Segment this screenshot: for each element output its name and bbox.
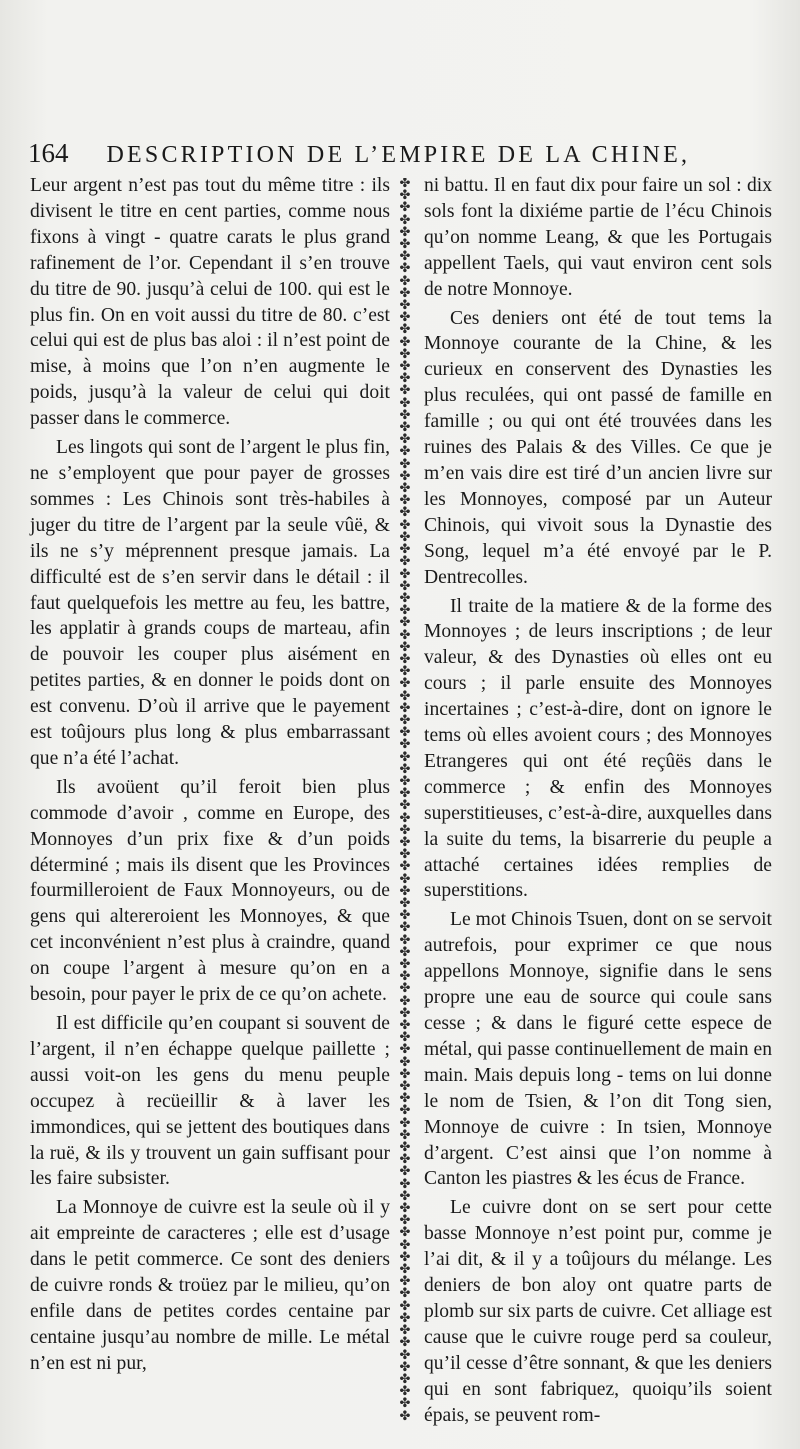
fleuron-icon: ✤ <box>399 1408 411 1423</box>
fleuron-icon: ✤ <box>399 359 411 375</box>
fleuron-icon: ✤ <box>399 1286 411 1302</box>
fleuron-icon: ✤ <box>399 505 411 521</box>
fleuron-icon: ✤ <box>399 651 411 667</box>
fleuron-icon: ✤ <box>399 554 411 570</box>
fleuron-icon: ✤ <box>399 627 411 643</box>
fleuron-icon: ✤ <box>399 200 411 216</box>
fleuron-icon: ✤ <box>399 1054 411 1070</box>
fleuron-icon: ✤ <box>399 664 411 680</box>
fleuron-icon: ✤ <box>399 481 411 497</box>
fleuron-icon: ✤ <box>399 908 411 924</box>
fleuron-icon: ✤ <box>399 1152 411 1168</box>
fleuron-icon: ✤ <box>399 871 411 887</box>
fleuron-icon: ✤ <box>399 383 411 399</box>
fleuron-icon: ✤ <box>399 468 411 484</box>
fleuron-icon: ✤ <box>399 249 411 265</box>
paragraph: Le mot Chinois Tsuen, dont on se servoit autrefois, pour exprimer ce que nous appellons Monnoye, signifie dans le sens propre une eau de source qui coule sans cesse ; & dans le figuré cette espece de métal, qui passe continuellement de main en main. Mais depuis long - tems on lui donne le nom de Tsien, & l’on dit Tong sien, Monnoye de cuivre : In tsien, Monnoye d’argent. C’est ainsi que l’on nomme à Canton les piastres & les écus de France. <box>424 909 772 1190</box>
fleuron-icon: ✤ <box>399 749 411 765</box>
running-title: DESCRIPTION DE L’EMPIRE DE LA CHINE, <box>106 142 691 168</box>
fleuron-icon: ✤ <box>399 725 411 741</box>
fleuron-icon: ✤ <box>399 1335 411 1351</box>
paragraph: La Monnoye de cuivre est la seule où il y ait empreinte de caracteres ; elle est d’usage dans le petit commerce. Ce sont des deniers de cuivre ronds & troüez par le milieu, qu’on enfile dans de petites cordes centaine par centaine jusqu’au nombre de mille. Le métal n’en est ni pur, <box>30 1197 390 1374</box>
fleuron-icon: ✤ <box>399 1274 411 1290</box>
fleuron-icon: ✤ <box>399 981 411 997</box>
fleuron-icon: ✤ <box>399 407 411 423</box>
fleuron-icon: ✤ <box>399 712 411 728</box>
fleuron-icon: ✤ <box>399 847 411 863</box>
fleuron-icon: ✤ <box>399 1018 411 1034</box>
fleuron-icon: ✤ <box>399 761 411 777</box>
fleuron-icon: ✤ <box>399 334 411 350</box>
fleuron-icon: ✤ <box>399 700 411 716</box>
fleuron-icon: ✤ <box>399 310 411 326</box>
fleuron-icon: ✤ <box>399 1005 411 1021</box>
fleuron-icon: ✤ <box>399 786 411 802</box>
paragraph: Ils avoüent qu’il feroit bien plus commode d’avoir , comme en Europe, des Monnoyes d’un prix fixe & d’un poids déterminé ; mais ils disent que les Provinces fourmilleroient de Faux Monnoyeurs, ou de gens qui altereroient les Monnoyes, & que cet inconvénient n’est plus à craindre, quand on coupe l’argent à mesure qu’on en a besoin, pour payer le prix de ce qu’on achete. <box>30 776 390 1006</box>
fleuron-icon: ✤ <box>399 188 411 204</box>
fleuron-icon: ✤ <box>399 590 411 606</box>
fleuron-icon: ✤ <box>399 542 411 558</box>
fleuron-icon: ✤ <box>399 178 411 191</box>
fleuron-icon: ✤ <box>399 737 411 753</box>
fleuron-icon: ✤ <box>399 1310 411 1326</box>
fleuron-icon: ✤ <box>399 1213 411 1229</box>
fleuron-icon: ✤ <box>399 371 411 387</box>
fleuron-icon: ✤ <box>399 493 411 509</box>
fleuron-icon: ✤ <box>399 212 411 228</box>
fleuron-icon: ✤ <box>399 1359 411 1375</box>
fleuron-icon: ✤ <box>399 1042 411 1058</box>
fleuron-icon: ✤ <box>399 346 411 362</box>
fleuron-icon: ✤ <box>399 1066 411 1082</box>
fleuron-icon: ✤ <box>399 957 411 972</box>
right-column <box>424 173 772 1432</box>
fleuron-icon: ✤ <box>399 773 411 789</box>
fleuron-icon: ✤ <box>399 432 411 448</box>
page-number: 164 <box>28 138 69 168</box>
fleuron-column-divider-icon <box>391 178 419 1423</box>
fleuron-icon: ✤ <box>399 822 411 838</box>
fleuron-icon: ✤ <box>399 969 411 985</box>
fleuron-icon: ✤ <box>399 1262 411 1278</box>
fleuron-icon: ✤ <box>399 273 411 289</box>
paragraph: Ces deniers ont été de tout tems la Monnoye courante de la Chine, & les curieux en conservent des Dynasties les plus reculées, qui ont passé de famille en famille ; ou qui ont été trouvées dans les ruines des Palais & des Villes. Ce que je m’en vais dire est tiré d’un ancien livre sur les Monnoyes, composé par un Auteur Chinois, qui vivoit sous la Dynastie des Song, lequel m’a été envoyé par le P. Dentrecolles. <box>424 307 772 588</box>
fleuron-icon: ✤ <box>399 322 411 338</box>
fleuron-icon: ✤ <box>399 1115 411 1131</box>
fleuron-icon: ✤ <box>399 261 411 277</box>
page-header <box>28 138 728 170</box>
fleuron-icon: ✤ <box>399 810 411 826</box>
fleuron-icon: ✤ <box>399 895 411 911</box>
fleuron-icon: ✤ <box>399 1396 411 1412</box>
fleuron-icon: ✤ <box>399 834 411 850</box>
fleuron-icon: ✤ <box>399 944 411 960</box>
fleuron-icon: ✤ <box>399 1298 411 1314</box>
fleuron-icon: ✤ <box>399 395 411 411</box>
fleuron-icon: ✤ <box>399 1225 411 1241</box>
fleuron-icon: ✤ <box>399 1347 411 1363</box>
fleuron-icon: ✤ <box>399 1371 411 1387</box>
fleuron-icon: ✤ <box>399 298 411 314</box>
fleuron-icon: ✤ <box>399 920 411 936</box>
fleuron-icon: ✤ <box>399 932 411 948</box>
fleuron-icon: ✤ <box>399 859 411 875</box>
paragraph: Il est difficile qu’en coupant si souvent de l’argent, il n’en échappe quelque paillette ; aussi voit-on les gens du menu peuple occupez à recüeillir & à laver les immondices, qui se jettent des boutiques dans la ruë, & ils y trouvent un gain suffisant pour les faire subsister. <box>30 1013 390 1190</box>
fleuron-icon: ✤ <box>399 798 411 814</box>
fleuron-icon: ✤ <box>399 285 411 301</box>
fleuron-icon: ✤ <box>399 603 411 619</box>
fleuron-icon: ✤ <box>399 1030 411 1046</box>
fleuron-icon: ✤ <box>399 456 411 472</box>
fleuron-icon: ✤ <box>399 1384 411 1400</box>
paragraph: Leur argent n’est pas tout du même titre : ils divisent le titre en cent parties, comme nous fixons à vingt - quatre carats le plus grand rafinement de l’or. Cependant il s’en trouve du titre de 90. jusqu’à celui de 100. qui est le plus fin. On en voit aussi du titre de 80. c’est celui qui est de plus bas aloi : il n’est point de mise, à moins que l’on n’en augmente le poids, jusqu’à la valeur de celui qui doit passer dans le commerce. <box>30 175 390 430</box>
fleuron-icon: ✤ <box>399 1079 411 1095</box>
fleuron-icon: ✤ <box>399 566 411 582</box>
fleuron-icon: ✤ <box>399 1201 411 1217</box>
fleuron-icon: ✤ <box>399 1164 411 1180</box>
fleuron-icon: ✤ <box>399 883 411 899</box>
paragraph: Le cuivre dont on se sert pour cette basse Monnoye n’est point pur, comme je l’ai dit, & il y a toûjours du mélange. Les deniers de bon aloy ont quatre parts de plomb sur six parts de cuivre. Cet alliage est cause que le cuivre rouge perd sa couleur, qu’il cesse d’être sonnant, & que les deniers qui en sont fabriquez, quoiqu’ils soient épais, se peuvent rom- <box>424 1197 772 1426</box>
fleuron-icon: ✤ <box>399 444 411 460</box>
fleuron-icon: ✤ <box>399 420 411 436</box>
fleuron-icon: ✤ <box>399 224 411 240</box>
fleuron-icon: ✤ <box>399 529 411 545</box>
fleuron-icon: ✤ <box>399 1103 411 1119</box>
fleuron-icon: ✤ <box>399 993 411 1009</box>
fleuron-icon: ✤ <box>399 237 411 253</box>
paragraph: Il traite de la matiere & de la forme des Monnoyes ; de leurs inscriptions ; de leur valeur, & des Dynasties où elles ont eu cours ; il parle ensuite des Monnoyes incertaines ; c’est-à-dire, dont on ignore le tems où elles avoient cours ; des Monnoyes Etrangeres qui ont été reçûës dans le commerce ; & enfin des Monnoyes superstitieuses, c’est-à-dire, auxquelles dans la suite du tems, la bisarrerie du peuple a attaché certaines idées remplies de superstitions. <box>424 595 772 902</box>
fleuron-icon: ✤ <box>399 639 411 655</box>
fleuron-icon: ✤ <box>399 676 411 692</box>
fleuron-icon: ✤ <box>399 1237 411 1253</box>
fleuron-icon: ✤ <box>399 517 411 533</box>
fleuron-icon: ✤ <box>399 578 411 594</box>
fleuron-icon: ✤ <box>399 1091 411 1107</box>
fleuron-icon: ✤ <box>399 1140 411 1156</box>
fleuron-icon: ✤ <box>399 1323 411 1339</box>
left-column <box>30 173 390 1380</box>
fleuron-icon: ✤ <box>399 1127 411 1143</box>
paragraph: ni battu. Il en faut dix pour faire un sol : dix sols font la dixiéme partie de l’écu Chinois qu’on nomme Leang, & que les Portugais appellent Taels, qui vaut environ cent sols de notre Monnoye. <box>424 175 772 300</box>
fleuron-icon: ✤ <box>399 688 411 704</box>
fleuron-icon: ✤ <box>399 615 411 631</box>
paragraph: Les lingots qui sont de l’argent le plus fin, ne s’employent que pour payer de grosses sommes : Les Chinois sont très-habiles à juger du titre de l’argent par la seule vûë, & ils ne s’y méprennent presque jamais. La difficulté est de s’en servir dans le détail : il faut quelquefois les mettre au feu, les battre, les applatir à grands coups de marteau, afin de pouvoir les couper plus aisément en petites parties, & en donner le poids dont on est convenu. D’où il arrive que le payement est toûjours plus long & plus embarrassant que n’a été l’achat. <box>30 437 390 769</box>
fleuron-icon: ✤ <box>399 1176 411 1192</box>
fleuron-icon: ✤ <box>399 1188 411 1204</box>
fleuron-icon: ✤ <box>399 1249 411 1265</box>
